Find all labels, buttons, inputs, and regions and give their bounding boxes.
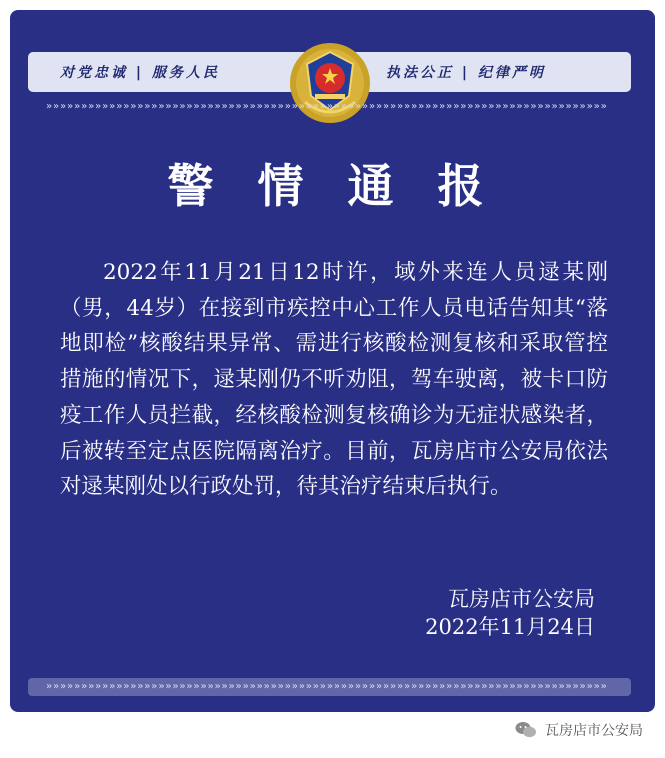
wechat-icon xyxy=(515,721,537,739)
signature-org: 瓦房店市公安局 xyxy=(448,587,595,611)
bottom-chevron-border: »»»»»»»»»»»»»»»»»»»»»»»»»»»»»»»»»»»»»»»»»»»»»»»»»»»»»»»»»»»»»»»»»»»»»»»»»»»»»»»» xyxy=(46,682,608,692)
motto-left: 对党忠诚 | 服务人民 xyxy=(60,65,220,81)
motto-right: 执法公正 | 纪律严明 xyxy=(386,65,546,81)
notice-body: 2022年11月21日12时许，域外来连人员逯某刚（男，44岁）在接到市疾控中心工作人员电话告知其“落地即检”核酸结果异常、需进行核酸检测复核和采取管控措施的情况下，逯某刚仍不听劝阻，驾车驶离，被卡口防疫工作人员拦截，经核酸检测复核确诊为无症状感染者，后被转至定点医院隔离治疗。目前，瓦房店市公安局依法对逯某刚处以行政处罚，待其治疗结束后执行。 xyxy=(60,260,608,500)
police-emblem-icon xyxy=(287,40,373,126)
watermark xyxy=(515,720,643,740)
notice-title: 警 情 通 报 xyxy=(167,159,498,213)
watermark-account: 瓦房店市公安局 xyxy=(545,723,643,739)
top-chevron-border: »»»»»»»»»»»»»»»»»»»»»»»»»»»»»»»»»»»»»»»»»»»»»»»»»»»»»»»»»»»»»»»»»»»»»»»»»»»»»»»» xyxy=(46,102,608,112)
signature-date: 2022年11月24日 xyxy=(425,615,595,639)
notice-panel xyxy=(10,10,655,712)
